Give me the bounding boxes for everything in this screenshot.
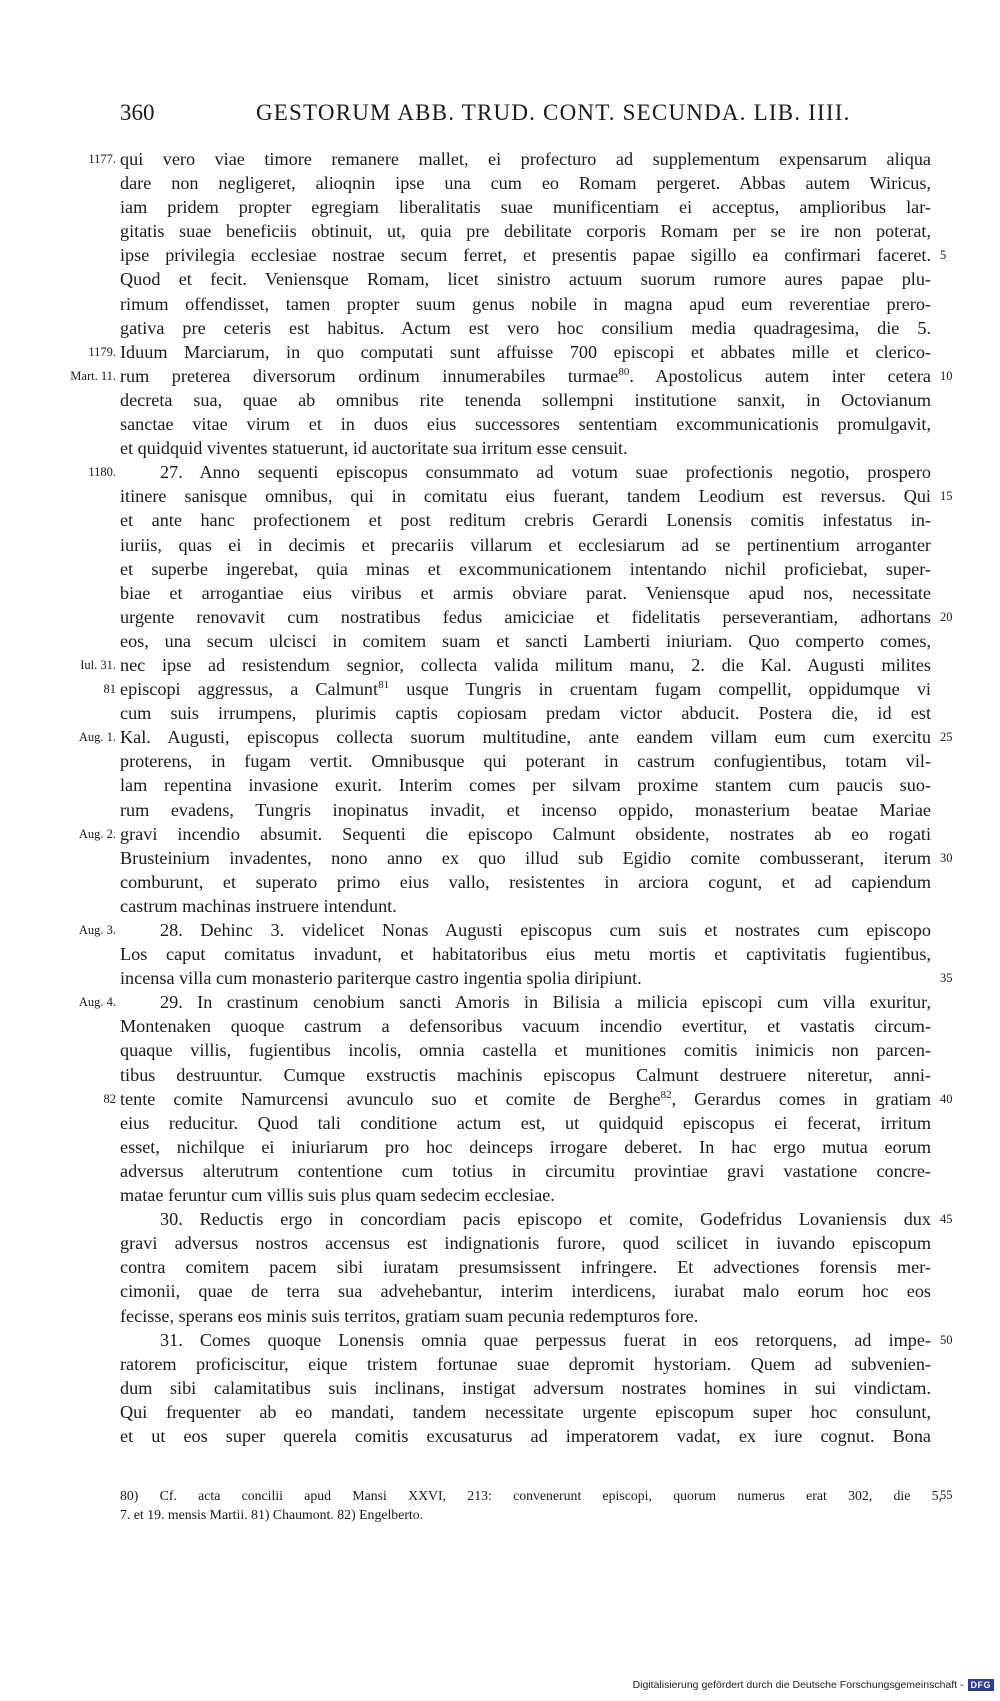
line-text-part: qui vero viae timore remanere mallet, ei profecturo ad supplementum expensarum aliqua [120, 149, 931, 169]
line-text [120, 147, 931, 171]
line-text [120, 773, 931, 797]
line-text [120, 364, 931, 388]
line-text-part: gitatis suae beneficiis obtinuit, ut, quia pre debilitate corporis Romam per se ire non poterat, [120, 221, 931, 242]
text-line [0, 1231, 1000, 1255]
line-text [120, 677, 931, 701]
line-text [120, 340, 931, 364]
line-text-part: lam repentina invasione exurit. Interim comes per silvam proxime stantem cum paucis suo- [120, 775, 931, 796]
line-text-part: et quidquid viventes statuerunt, id auctoritate sua irritum esse censuit. [120, 438, 628, 459]
line-text [120, 725, 931, 749]
text-line [0, 701, 1000, 725]
line-text [120, 581, 931, 605]
text-line [0, 195, 1000, 219]
margin-date: 82 [103, 1091, 116, 1106]
line-text-part: ratorem proficiscitur, eique tristem fortunae suae depromit hystoriam. Quem ad subvenien- [120, 1353, 931, 1374]
line-text-part: Qui frequenter ab eo mandati, tandem necessitate urgente episcopum super hoc consulunt, [120, 1401, 931, 1422]
text-line [0, 219, 1000, 243]
line-number: 20 [940, 609, 953, 624]
text-line [0, 822, 1000, 846]
text-line [0, 918, 1000, 942]
line-text-part: iam pridem propter egregiam liberalitatis suae munificentiam ei acceptus, amplioribus lar- [120, 197, 931, 218]
line-text-part: esset, nichilque ei iniuriarum pro hoc deinceps irrogare deberet. In hac ergo mutua eorum [120, 1136, 931, 1157]
line-text [120, 1255, 931, 1279]
text-line [0, 436, 1000, 460]
line-text-part: castrum machinas instruere intendunt. [120, 895, 397, 916]
footnote-80: 80) Cf. acta concilii apud Mansi XXVI, 213: convenerunt episcopi, quorum numerus erat 302, die 5, [120, 1488, 942, 1503]
footnote-ref: 82 [660, 1088, 672, 1101]
footnotes [120, 1486, 953, 1524]
line-text [120, 1304, 931, 1328]
text-line [0, 870, 1000, 894]
text-line [0, 388, 1000, 412]
line-number: 5 [940, 248, 947, 263]
line-number: 40 [940, 1091, 953, 1106]
line-text [120, 484, 931, 508]
line-text [120, 1183, 931, 1207]
line-text-part: rum evadens, Tungris inopinatus invadit, et incenso oppido, monasterium beatae Mariae [120, 799, 931, 820]
line-text-part: gativa pre ceteris est habitus. Actum est vero hoc consilium media quadragesima, die 5. [120, 317, 931, 338]
text-line [0, 846, 1000, 870]
line-text-part: et superbe ingerebat, quia minas et excommunicationem intentando nichil proficiebat, super- [120, 558, 931, 579]
line-text-part: cum suis irrumpens, plurimis captis copiosam predam victor abducit. Postera die, id est [120, 703, 931, 724]
line-text [120, 870, 931, 894]
line-text-part: gravi adversus nostros accensus est indignationis furore, quod scilicet in iuvando episcopum [120, 1233, 931, 1254]
footnote-line [120, 1486, 953, 1505]
line-text [160, 1328, 931, 1352]
text-line [0, 1135, 1000, 1159]
line-text [120, 846, 931, 870]
text-line [0, 557, 1000, 581]
text-line [0, 340, 1000, 364]
line-text [120, 195, 931, 219]
dfg-logo: DFG [968, 1679, 995, 1691]
text-line [0, 1159, 1000, 1183]
text-line [0, 798, 1000, 822]
line-text-part: sanctae vitae virum et in duos eius successores sententiam excommunicationis promulgavit, [120, 414, 931, 435]
line-text-part: episcopi aggressus, a Calmunt [120, 679, 379, 700]
line-text [120, 1159, 931, 1183]
text-line [0, 1207, 1000, 1231]
line-number: 35 [940, 971, 953, 986]
line-text [120, 219, 931, 243]
text-line [0, 629, 1000, 653]
text-line [0, 1014, 1000, 1038]
line-text [120, 942, 931, 966]
line-text-part: cimonii, quae de terra sua advehebantur, interim interdicens, iurabat malo eorum hoc eos [120, 1281, 931, 1302]
text-line [0, 1400, 1000, 1424]
margin-date: 1177. [88, 152, 116, 166]
text-line [0, 316, 1000, 340]
text-line [0, 147, 1000, 171]
line-text-part: comburunt, et superato primo eius vallo, resistentes in arciora cogunt, et ad capiendum [120, 871, 931, 892]
line-text [120, 749, 931, 773]
line-text [120, 1376, 931, 1400]
margin-date: Aug. 2. [78, 826, 116, 841]
margin-date: Iul. 31. [80, 657, 116, 672]
line-text-part: Brusteinium invadentes, nono anno ex quo illud sub Egidio comite combusserant, iterum [120, 847, 931, 868]
margin-date: 81 [103, 682, 116, 697]
line-text [160, 918, 931, 942]
text-line [0, 508, 1000, 532]
line-text [120, 1279, 931, 1303]
line-text-part: tibus destruuntur. Cumque exstructis machinis episcopus Calmunt destruere niteretur, anni- [120, 1064, 931, 1085]
line-text-part: 29. In crastinum cenobium sancti Amoris in Bilisia a milicia episcopi cum villa exuritur, [160, 992, 931, 1013]
line-number: 50 [940, 1332, 953, 1347]
line-text-part: nec ipse ad resistendum segnior, collecta valida militum manu, 2. die Kal. Augusti milites [120, 654, 931, 675]
line-text-part: 31. Comes quoque Lonensis omnia quae perpessus fuerat in eos retorquens, ad impe- [160, 1329, 931, 1350]
line-text-part: et ut eos super querela comitis excusaturus ad imperatorem vadat, ex iure cognut. Bona [120, 1425, 931, 1446]
line-text [120, 436, 931, 460]
text-line [0, 460, 1000, 484]
line-number: 25 [940, 730, 953, 745]
line-text [120, 243, 931, 267]
line-text [120, 629, 931, 653]
line-text-part: Montenaken quoque castrum a defensoribus vacuum incendio evertitur, et vastatis circum- [120, 1016, 931, 1037]
line-text [120, 798, 931, 822]
line-text-part: adversus alterutrum contentione cum totius in circumitu provintiae gravi vastatione concre- [120, 1160, 931, 1181]
line-text [120, 605, 931, 629]
text-line [0, 364, 1000, 388]
line-text-part: 27. Anno sequenti episcopus consummato ad votum suae profectionis negotio, prospero [160, 462, 931, 483]
line-text-part: quaque villis, fugientibus incolis, omnia castella et munitiones comitis inimicis non parcen- [120, 1040, 931, 1061]
line-text [160, 990, 931, 1014]
text-line [0, 1063, 1000, 1087]
line-text-part: itinere sanisque omnibus, qui in comitatu eius fuerant, tandem Leodium est reversus. Qui [120, 486, 931, 507]
margin-date: 1180. [88, 465, 116, 480]
line-text [120, 316, 931, 340]
text-line [0, 966, 1000, 990]
credit-text: Digitalisierung gefördert durch die Deutsche Forschungsgemeinschaft - [632, 1679, 964, 1691]
text-line [0, 990, 1000, 1014]
line-number: 55 [940, 1488, 953, 1502]
line-text [120, 388, 931, 412]
line-text [120, 171, 931, 195]
line-text [120, 822, 931, 846]
text-line [0, 1255, 1000, 1279]
line-text [120, 1063, 931, 1087]
margin-date: Aug. 3. [78, 923, 116, 937]
line-text [120, 267, 931, 291]
text-line [0, 653, 1000, 677]
text-line [0, 171, 1000, 195]
text-line [0, 1328, 1000, 1352]
line-text [120, 966, 931, 990]
main-text [0, 147, 1000, 1448]
line-text [120, 1111, 931, 1135]
text-line [0, 533, 1000, 557]
line-text [120, 533, 931, 557]
text-line [0, 581, 1000, 605]
line-text-part: Quod et fecit. Veniensque Romam, licet sinistro actuum suorum rumore aures papae plu- [120, 269, 931, 290]
line-text [120, 1231, 931, 1255]
page-header [0, 100, 1000, 128]
line-text [160, 460, 931, 484]
margin-date: Mart. 11. [70, 368, 116, 383]
running-title: GESTORUM ABB. TRUD. CONT. SECUNDA. LIB. IIII. [256, 100, 851, 125]
line-text [120, 1014, 931, 1038]
text-line [0, 1111, 1000, 1135]
text-line [0, 1183, 1000, 1207]
line-text [120, 1424, 931, 1448]
line-text-part: fecisse, sperans eos minis suis territos, gratiam suam pecunia redempturos fore. [120, 1305, 699, 1326]
line-text [120, 701, 931, 725]
line-text-part: Los caput comitatus invadunt, et habitatoribus eius metu mortis et captivitatis fugientibus, [120, 944, 931, 965]
text-line [0, 267, 1000, 291]
text-line [0, 677, 1000, 701]
line-text [120, 1352, 931, 1376]
line-text-part: et ante hanc profectionem et post reditum crebris Gerardi Lonensis comitis infestatus in- [120, 510, 931, 531]
line-text-part: biae et arrogantiae eius viribus et armis obviare parat. Veniensque apud nos, necessitate [120, 582, 931, 603]
line-text [120, 292, 931, 316]
line-text-part: incensa villa cum monasterio pariterque castro ingentia spolia diripiunt. [120, 968, 642, 989]
text-line [0, 942, 1000, 966]
footnote-ref: 80 [618, 365, 630, 378]
line-text-part: 30. Reductis ergo in concordiam pacis episcopo et comite, Godefridus Lovaniensis dux [160, 1209, 931, 1230]
line-text-part: contra comitem pacem sibi iuratam presumsissent infringere. Et advectiones forensis mer- [120, 1257, 931, 1278]
line-text [120, 894, 931, 918]
line-text-part: ipse privilegia ecclesiae nostrae secum ferret, et presentis papae sigillo ea confirmari faceret. [120, 245, 931, 266]
line-number: 30 [940, 850, 953, 865]
line-text-part: Kal. Augusti, episcopus collecta suorum multitudine, ante eandem villam eum cum exercitu [120, 727, 931, 748]
line-text-part: matae feruntur cum villis suis plus quam sedecim ecclesiae. [120, 1185, 555, 1206]
line-text-part: tente comite Namurcensi avunculo suo et comite de Berghe [120, 1088, 661, 1109]
line-text-part: rimum offendisset, tamen propter suum genus nobile in magna apud eum reverentiae prero- [120, 293, 931, 314]
line-number: 10 [940, 368, 953, 383]
margin-date: Aug. 4. [78, 995, 116, 1010]
line-text-part: urgente renovavit cum nostratibus fedus amiciciae et fidelitatis perseverantiam, adhortans [120, 606, 931, 627]
margin-date: Aug. 1. [78, 730, 116, 745]
footnote-line: 7. et 19. mensis Martii. 81) Chaumont. 82) Engelberto. [120, 1507, 424, 1522]
text-line [0, 773, 1000, 797]
text-line [0, 292, 1000, 316]
line-number: 45 [940, 1212, 953, 1227]
line-text-part: , Gerardus comes in gratiam [671, 1088, 931, 1109]
margin-date: 1179. [88, 344, 116, 359]
text-line [0, 243, 1000, 267]
line-text-part: . Apostolicus autem inter cetera [629, 365, 931, 386]
text-line [0, 1087, 1000, 1111]
text-line [0, 1352, 1000, 1376]
line-text [120, 412, 931, 436]
line-text-part: decreta sua, quae ab omnibus rite tenenda sollempni institutione sanxit, in Octovianum [120, 389, 931, 410]
text-line [0, 1376, 1000, 1400]
line-text-part: rum preterea diversorum ordinum innumerabiles turmae [120, 365, 619, 386]
line-text-part: Iduum Marciarum, in quo computati sunt affuisse 700 episcopi et abbates mille et clerico- [120, 341, 931, 362]
text-line [0, 484, 1000, 508]
line-text [120, 1038, 931, 1062]
line-text [120, 1135, 931, 1159]
line-text-part: usque Tungris in cruentam fugam compellit, oppidumque vi [389, 679, 931, 700]
text-line [0, 412, 1000, 436]
line-text [160, 1207, 931, 1231]
text-line [0, 749, 1000, 773]
text-line [0, 894, 1000, 918]
text-line [0, 605, 1000, 629]
line-text-part: dare non negligeret, alioqnin ipse una cum eo Romam pergeret. Abbas autem Wiricus, [120, 173, 931, 194]
line-text [120, 508, 931, 532]
text-line [0, 1038, 1000, 1062]
line-text-part: iuriis, quas ei in decimis et precariis villarum et ecclesiarum ad se pertinentium arroganter [120, 534, 931, 555]
line-text-part: eius reducitur. Quod tali conditione actum est, ut quidquid episcopus ei fecerat, irritum [120, 1112, 931, 1133]
line-text-part: dum sibi calamitatibus suis inclinans, instigat adversum nostrates homines in sui vindictam. [120, 1377, 931, 1398]
line-text-part: gravi incendio absumit. Sequenti die episcopo Calmunt obsidente, nostrates ab eo rogati [120, 823, 931, 844]
text-line [0, 725, 1000, 749]
footnote-ref: 81 [378, 679, 390, 691]
line-text [120, 1087, 931, 1111]
line-text-part: eos, una secum ulcisci in comitem suam et sancti Lamberti iniuriam. Quo comperto comes, [120, 630, 931, 651]
line-text [120, 653, 931, 677]
text-line [0, 1424, 1000, 1448]
text-line [0, 1304, 1000, 1328]
page-number: 360 [120, 100, 155, 125]
line-text [120, 1400, 931, 1424]
digitization-credit [633, 1677, 994, 1693]
line-text-part: 28. Dehinc 3. videlicet Nonas Augusti episcopus cum suis et nostrates cum episcopo [160, 920, 931, 940]
line-number: 15 [940, 489, 953, 504]
line-text-part: proterens, in fugam vertit. Omnibusque qui poterant in castrum confugientibus, totam vil- [120, 751, 931, 772]
text-line [0, 1279, 1000, 1303]
line-text [120, 557, 931, 581]
